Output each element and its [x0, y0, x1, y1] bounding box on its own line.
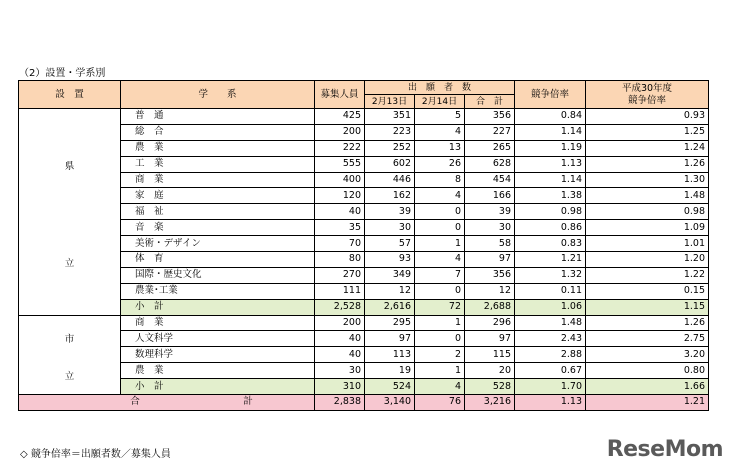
cell-d14: 1	[415, 236, 465, 252]
group-label-bottom: 立	[64, 371, 75, 383]
cell-prev: 1.24	[586, 140, 709, 156]
header-prev	[586, 81, 709, 109]
cell-d13: 93	[365, 252, 415, 268]
cell-ratio: 2.43	[515, 331, 586, 347]
ken-section	[19, 109, 709, 316]
subtotal-row	[19, 299, 709, 315]
cell-prev: 2.75	[586, 331, 709, 347]
dept-name: 体 育	[121, 252, 315, 268]
header-row-1	[19, 81, 709, 95]
resemom-logo: ReseMom	[606, 437, 723, 462]
cell-prev: 0.93	[586, 109, 709, 125]
table-caption: （2）設置・学系別	[19, 68, 106, 79]
header-gokei: 合 計	[465, 95, 515, 109]
cell-d14: 0	[415, 283, 465, 299]
cell-d14: 4	[415, 252, 465, 268]
dept-name: 人文科学	[121, 331, 315, 347]
cell-d13: 57	[365, 236, 415, 252]
cell-ratio: 1.14	[515, 124, 586, 140]
header-shutsugan: 出 願 者 数	[365, 81, 515, 95]
subtotal-boshu: 310	[315, 379, 365, 395]
cell-total: 39	[465, 204, 515, 220]
cell-total: 296	[465, 315, 515, 331]
cell-boshu: 200	[315, 315, 365, 331]
dept-name: 数理科学	[121, 347, 315, 363]
group-label-top: 県	[64, 160, 75, 172]
cell-d13: 223	[365, 124, 415, 140]
dept-name: 総 合	[121, 124, 315, 140]
subtotal-total: 2,688	[465, 299, 515, 315]
cell-total: 20	[465, 363, 515, 379]
cell-boshu: 270	[315, 267, 365, 283]
cell-total: 454	[465, 172, 515, 188]
cell-boshu: 222	[315, 140, 365, 156]
cell-d14: 8	[415, 172, 465, 188]
cell-total: 58	[465, 236, 515, 252]
cell-ratio: 1.21	[515, 252, 586, 268]
cell-boshu: 555	[315, 156, 365, 172]
header-d14: 2月14日	[415, 95, 465, 109]
dept-name: 工 業	[121, 156, 315, 172]
subtotal-d13: 2,616	[365, 299, 415, 315]
cell-d14: 4	[415, 188, 465, 204]
dept-name: 美術・デザイン	[121, 236, 315, 252]
cell-ratio: 0.11	[515, 283, 586, 299]
table-row	[19, 331, 709, 347]
cell-d13: 351	[365, 109, 415, 125]
cell-d14: 4	[415, 124, 465, 140]
table-row	[19, 204, 709, 220]
cell-prev: 0.98	[586, 204, 709, 220]
header-kyoso: 競争倍率	[515, 81, 586, 109]
cell-total: 115	[465, 347, 515, 363]
cell-d13: 162	[365, 188, 415, 204]
footnote: ◇ 競争倍率＝出願者数／募集人員	[20, 449, 171, 460]
cell-prev: 1.20	[586, 252, 709, 268]
header-prev-line2: 競争倍率	[627, 94, 666, 106]
cell-prev: 1.25	[586, 124, 709, 140]
dept-name: 農 業	[121, 140, 315, 156]
cell-total: 30	[465, 220, 515, 236]
cell-ratio: 1.19	[515, 140, 586, 156]
cell-boshu: 40	[315, 331, 365, 347]
table-row	[19, 140, 709, 156]
cell-boshu: 70	[315, 236, 365, 252]
table-row	[19, 156, 709, 172]
cell-total: 356	[465, 267, 515, 283]
cell-total: 166	[465, 188, 515, 204]
cell-prev: 1.22	[586, 267, 709, 283]
cell-d14: 13	[415, 140, 465, 156]
subtotal-label: 小 計	[121, 379, 315, 395]
subtotal-prev: 1.15	[586, 299, 709, 315]
cell-prev: 1.09	[586, 220, 709, 236]
cell-prev: 1.26	[586, 156, 709, 172]
group-label-top: 市	[64, 333, 75, 345]
cell-d13: 97	[365, 331, 415, 347]
cell-ratio: 1.48	[515, 315, 586, 331]
cell-d13: 113	[365, 347, 415, 363]
cell-prev: 3.20	[586, 347, 709, 363]
table-row	[19, 283, 709, 299]
cell-total: 97	[465, 331, 515, 347]
grand-total-row	[19, 395, 709, 411]
cell-ratio: 2.88	[515, 347, 586, 363]
cell-d13: 30	[365, 220, 415, 236]
cell-boshu: 40	[315, 347, 365, 363]
cell-d13: 295	[365, 315, 415, 331]
dept-name: 農業･工業	[121, 283, 315, 299]
dept-name: 商 業	[121, 172, 315, 188]
dept-name: 音 楽	[121, 220, 315, 236]
cell-boshu: 200	[315, 124, 365, 140]
cell-boshu: 111	[315, 283, 365, 299]
cell-ratio: 1.32	[515, 267, 586, 283]
cell-prev: 1.26	[586, 315, 709, 331]
cell-d13: 19	[365, 363, 415, 379]
table-row	[19, 363, 709, 379]
dept-name: 国際・歴史文化	[121, 267, 315, 283]
grand-total-label-right: 計	[243, 396, 253, 408]
table-row	[19, 188, 709, 204]
cell-d14: 0	[415, 331, 465, 347]
grand-d13: 3,140	[365, 395, 415, 411]
subtotal-ratio: 1.06	[515, 299, 586, 315]
cell-d14: 5	[415, 109, 465, 125]
cell-d14: 0	[415, 220, 465, 236]
table-row	[19, 109, 709, 125]
cell-boshu: 35	[315, 220, 365, 236]
cell-prev: 1.01	[586, 236, 709, 252]
cell-d13: 446	[365, 172, 415, 188]
header-boshu: 募集人員	[315, 81, 365, 109]
grand-total-label-left: 合	[130, 396, 140, 408]
grand-total: 3,216	[465, 395, 515, 411]
cell-d14: 0	[415, 204, 465, 220]
table-row	[19, 267, 709, 283]
application-table	[18, 80, 709, 411]
dept-name: 農 業	[121, 363, 315, 379]
header-prev-line1: 平成30年度	[621, 82, 673, 94]
subtotal-label: 小 計	[121, 299, 315, 315]
cell-total: 265	[465, 140, 515, 156]
cell-ratio: 1.14	[515, 172, 586, 188]
cell-prev: 1.30	[586, 172, 709, 188]
cell-d14: 2	[415, 347, 465, 363]
cell-ratio: 0.67	[515, 363, 586, 379]
cell-ratio: 1.38	[515, 188, 586, 204]
table-row	[19, 252, 709, 268]
cell-d13: 349	[365, 267, 415, 283]
table-row	[19, 220, 709, 236]
table-row	[19, 124, 709, 140]
grand-ratio: 1.13	[515, 395, 586, 411]
cell-d13: 39	[365, 204, 415, 220]
subtotal-d14: 72	[415, 299, 465, 315]
cell-d13: 252	[365, 140, 415, 156]
cell-total: 12	[465, 283, 515, 299]
header-d13: 2月13日	[365, 95, 415, 109]
cell-boshu: 425	[315, 109, 365, 125]
group-label	[19, 315, 121, 394]
dept-name: 普 通	[121, 109, 315, 125]
cell-d14: 26	[415, 156, 465, 172]
cell-boshu: 30	[315, 363, 365, 379]
header-gakkei: 学 系	[121, 81, 315, 109]
grand-d14: 76	[415, 395, 465, 411]
cell-total: 356	[465, 109, 515, 125]
subtotal-row	[19, 379, 709, 395]
dept-name: 家 庭	[121, 188, 315, 204]
subtotal-boshu: 2,528	[315, 299, 365, 315]
cell-d14: 1	[415, 363, 465, 379]
cell-d13: 602	[365, 156, 415, 172]
subtotal-prev: 1.66	[586, 379, 709, 395]
header-setchi: 設 置	[19, 81, 121, 109]
table-row	[19, 347, 709, 363]
subtotal-d14: 4	[415, 379, 465, 395]
dept-name: 福 祉	[121, 204, 315, 220]
group-label	[19, 109, 121, 316]
dept-name: 商 業	[121, 315, 315, 331]
grand-total-label	[19, 395, 315, 411]
cell-d13: 12	[365, 283, 415, 299]
cell-d14: 1	[415, 315, 465, 331]
cell-d14: 7	[415, 267, 465, 283]
cell-prev: 1.48	[586, 188, 709, 204]
cell-total: 97	[465, 252, 515, 268]
cell-boshu: 120	[315, 188, 365, 204]
cell-ratio: 0.98	[515, 204, 586, 220]
table-row	[19, 172, 709, 188]
cell-boshu: 80	[315, 252, 365, 268]
grand-boshu: 2,838	[315, 395, 365, 411]
grand-prev: 1.21	[586, 395, 709, 411]
cell-total: 628	[465, 156, 515, 172]
cell-ratio: 0.83	[515, 236, 586, 252]
group-label-bottom: 立	[64, 258, 75, 270]
subtotal-total: 528	[465, 379, 515, 395]
table-row	[19, 315, 709, 331]
cell-ratio: 0.84	[515, 109, 586, 125]
cell-total: 227	[465, 124, 515, 140]
cell-prev: 0.80	[586, 363, 709, 379]
subtotal-ratio: 1.70	[515, 379, 586, 395]
cell-boshu: 40	[315, 204, 365, 220]
shi-section	[19, 315, 709, 394]
subtotal-d13: 524	[365, 379, 415, 395]
cell-ratio: 0.86	[515, 220, 586, 236]
cell-ratio: 1.13	[515, 156, 586, 172]
table-row	[19, 236, 709, 252]
cell-boshu: 400	[315, 172, 365, 188]
cell-prev: 0.15	[586, 283, 709, 299]
